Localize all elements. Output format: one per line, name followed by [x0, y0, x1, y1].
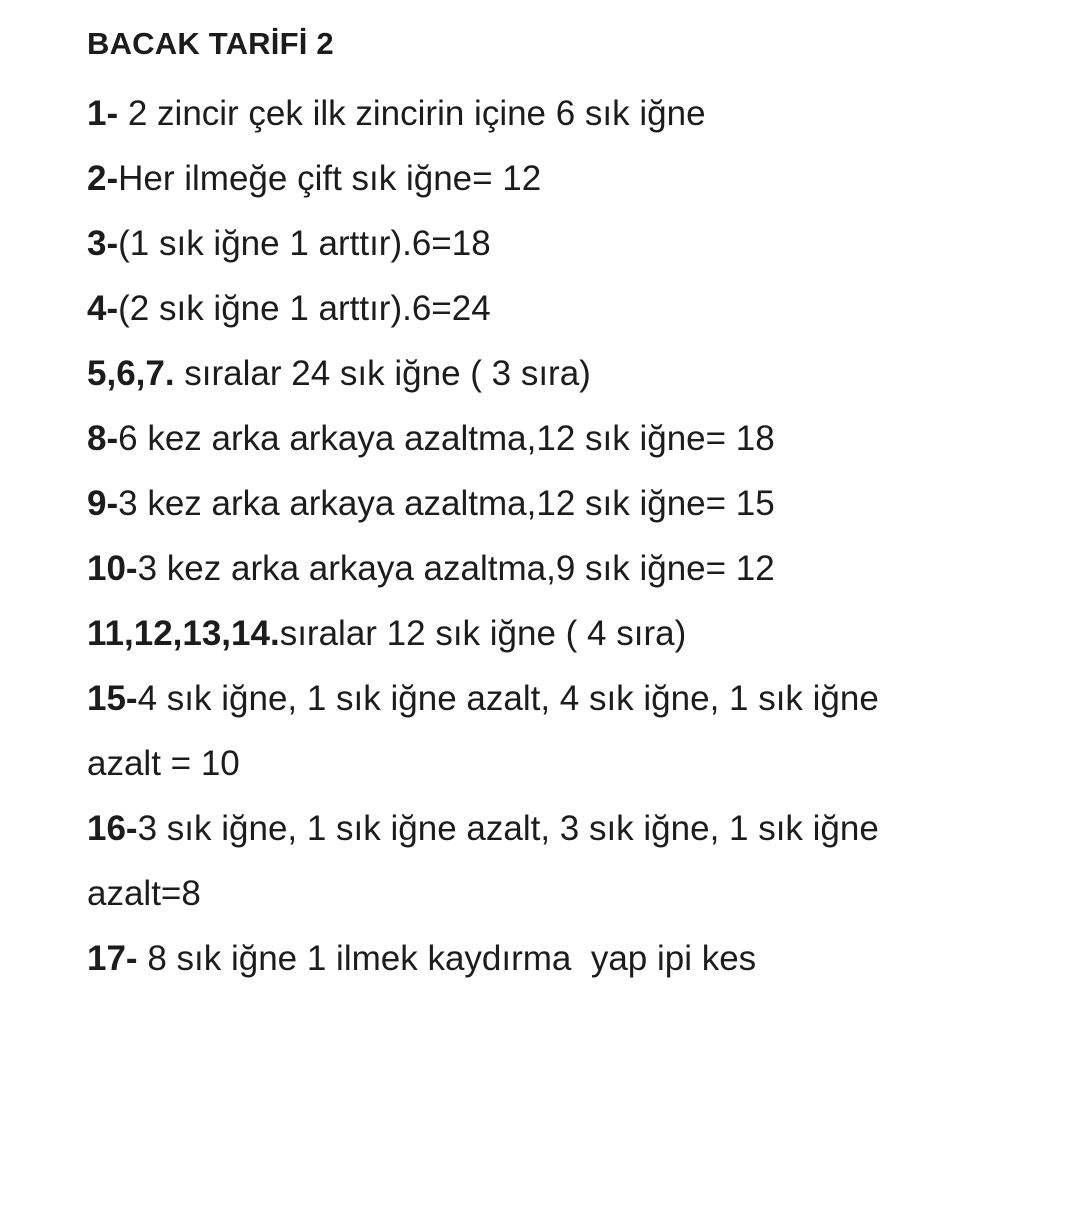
line-number: 4-	[87, 289, 119, 328]
line-text: sıralar 12 sık iğne ( 4 sıra)	[279, 614, 687, 653]
recipe-line	[87, 289, 491, 329]
recipe-line	[87, 224, 491, 264]
line-number: 9-	[87, 484, 119, 523]
page-title: BACAK TARİFİ 2	[87, 26, 334, 61]
line-number: 11,12,13,14.	[87, 614, 280, 653]
line-text: azalt=8	[87, 874, 201, 913]
line-number: 8-	[87, 419, 119, 458]
recipe-line-continuation	[87, 874, 201, 914]
line-text: 4 sık iğne, 1 sık iğne azalt, 4 sık iğne, 1 sık iğne	[137, 679, 879, 718]
recipe-line	[87, 614, 686, 654]
recipe-line	[87, 354, 591, 394]
recipe-line	[87, 809, 879, 849]
recipe-line	[87, 94, 706, 134]
line-text: 6 kez arka arkaya azaltma,12 sık iğne= 18	[118, 419, 775, 458]
line-number: 1-	[87, 94, 119, 133]
recipe-line	[87, 549, 775, 589]
line-text: 2 zincir çek ilk zincirin içine 6 sık iğne	[118, 94, 706, 133]
line-text: 3 sık iğne, 1 sık iğne azalt, 3 sık iğne, 1 sık iğne	[137, 809, 879, 848]
line-text: sıralar 24 sık iğne ( 3 sıra)	[174, 354, 591, 393]
line-number: 3-	[87, 224, 119, 263]
line-text: 8 sık iğne 1 ilmek kaydırma yap ipi kes	[137, 939, 757, 978]
recipe-line-continuation	[87, 744, 240, 784]
line-number: 10-	[87, 549, 138, 588]
line-number: 15-	[87, 679, 138, 718]
recipe-line	[87, 939, 756, 979]
line-number: 17-	[87, 939, 138, 978]
line-text: azalt = 10	[87, 744, 240, 783]
recipe-line	[87, 159, 541, 199]
line-text: 3 kez arka arkaya azaltma,12 sık iğne= 15	[118, 484, 775, 523]
line-text: Her ilmeğe çift sık iğne= 12	[118, 159, 542, 198]
line-number: 2-	[87, 159, 119, 198]
recipe-line	[87, 419, 775, 459]
line-text: (1 sık iğne 1 arttır).6=18	[118, 224, 491, 263]
line-text: (2 sık iğne 1 arttır).6=24	[118, 289, 491, 328]
line-number: 16-	[87, 809, 138, 848]
line-text: 3 kez arka arkaya azaltma,9 sık iğne= 12	[137, 549, 775, 588]
recipe-line	[87, 484, 775, 524]
line-number: 5,6,7.	[87, 354, 175, 393]
recipe-line	[87, 679, 879, 719]
